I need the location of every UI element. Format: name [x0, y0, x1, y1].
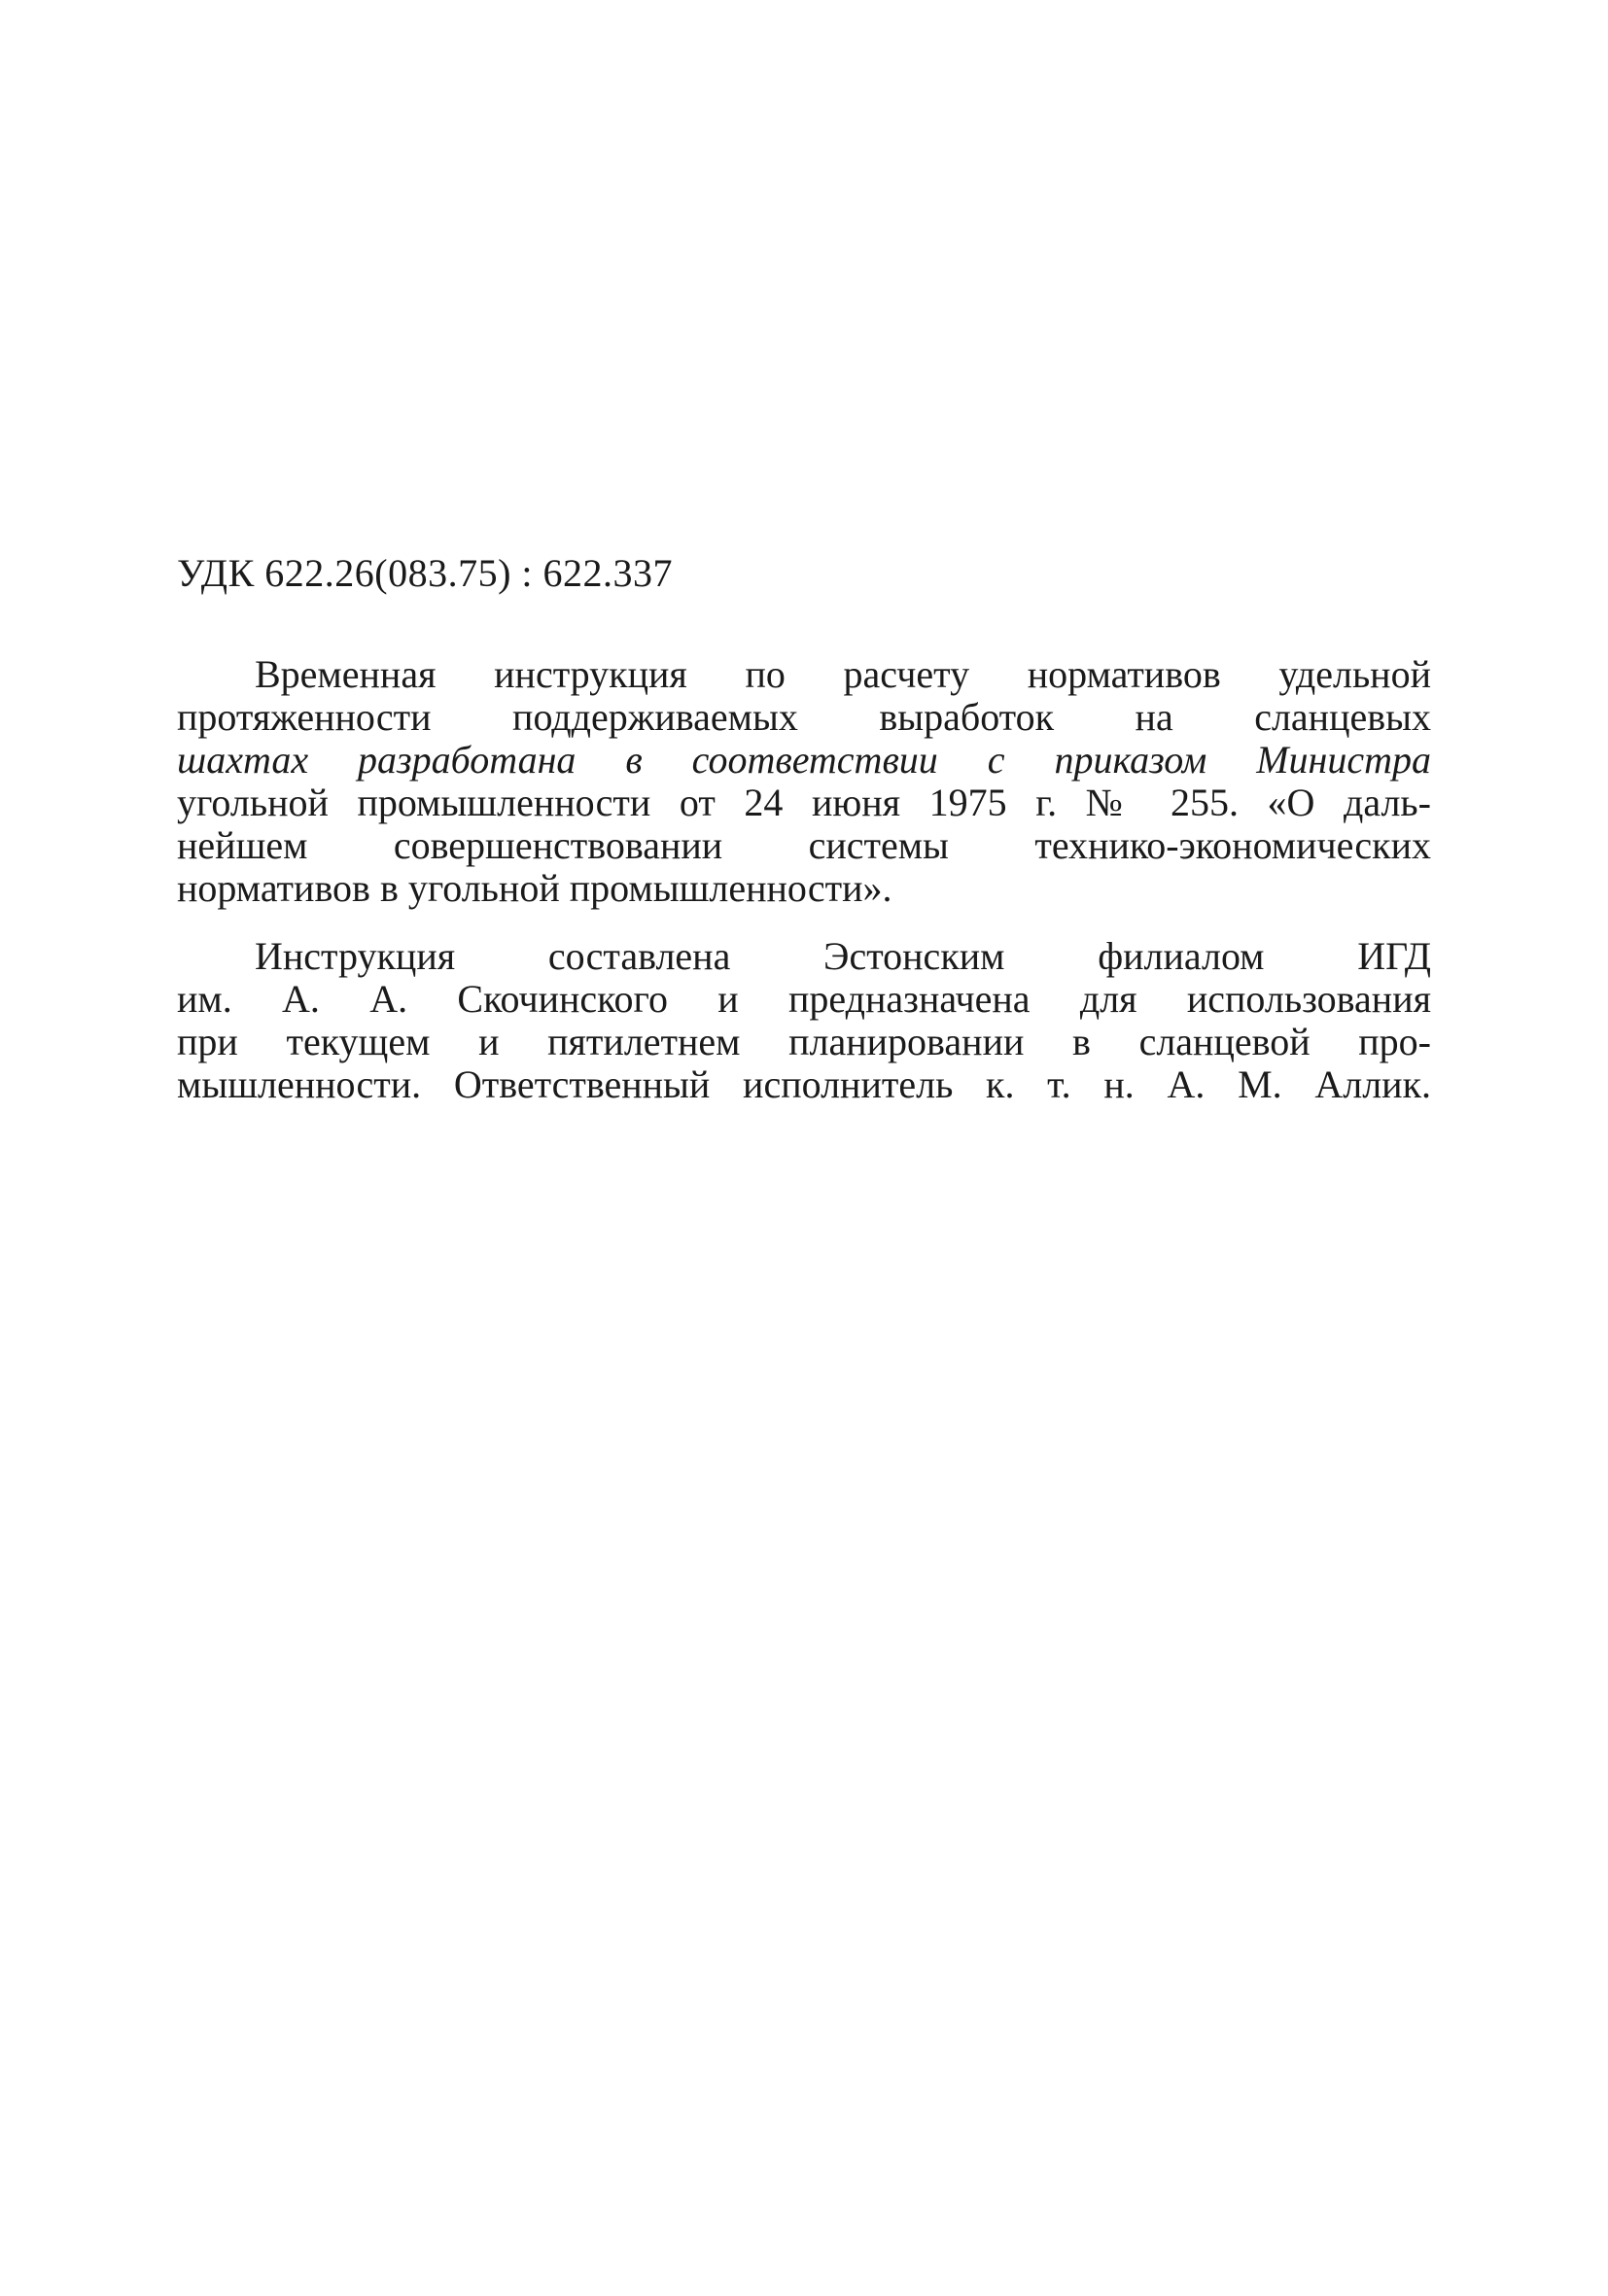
text-line: Временная инструкция по расчету нормативов удельной [255, 652, 1431, 696]
text-line: нормативов в угольной промышленности». [177, 866, 892, 910]
text-line: угольной промышленности от 24 июня 1975 г. № 255. «О даль- [177, 781, 1431, 824]
text-line: мышленности. Ответственный исполнитель к. т. н. А. М. Аллик. [177, 1062, 1431, 1106]
text-line: Инструкция составлена Эстонским филиалом ИГД [255, 934, 1431, 978]
document-body [177, 653, 1431, 1106]
text-line: им. А. А. Скочинского и предназначена для использования [177, 977, 1431, 1021]
text-line: при текущем и пятилетнем планировании в сланцевой про- [177, 1020, 1431, 1063]
udk-code: УДК 622.26(083.75) : 622.337 [177, 551, 673, 595]
text-line: шахтах разработана в соответствии с приказом Министра [177, 738, 1431, 782]
paragraph-intro [177, 653, 1431, 910]
text-line: нейшем совершенствовании системы технико-экономических [177, 823, 1431, 867]
text-line: протяженности поддерживаемых выработок на сланцевых [177, 695, 1431, 739]
paragraph-authors [177, 935, 1431, 1106]
